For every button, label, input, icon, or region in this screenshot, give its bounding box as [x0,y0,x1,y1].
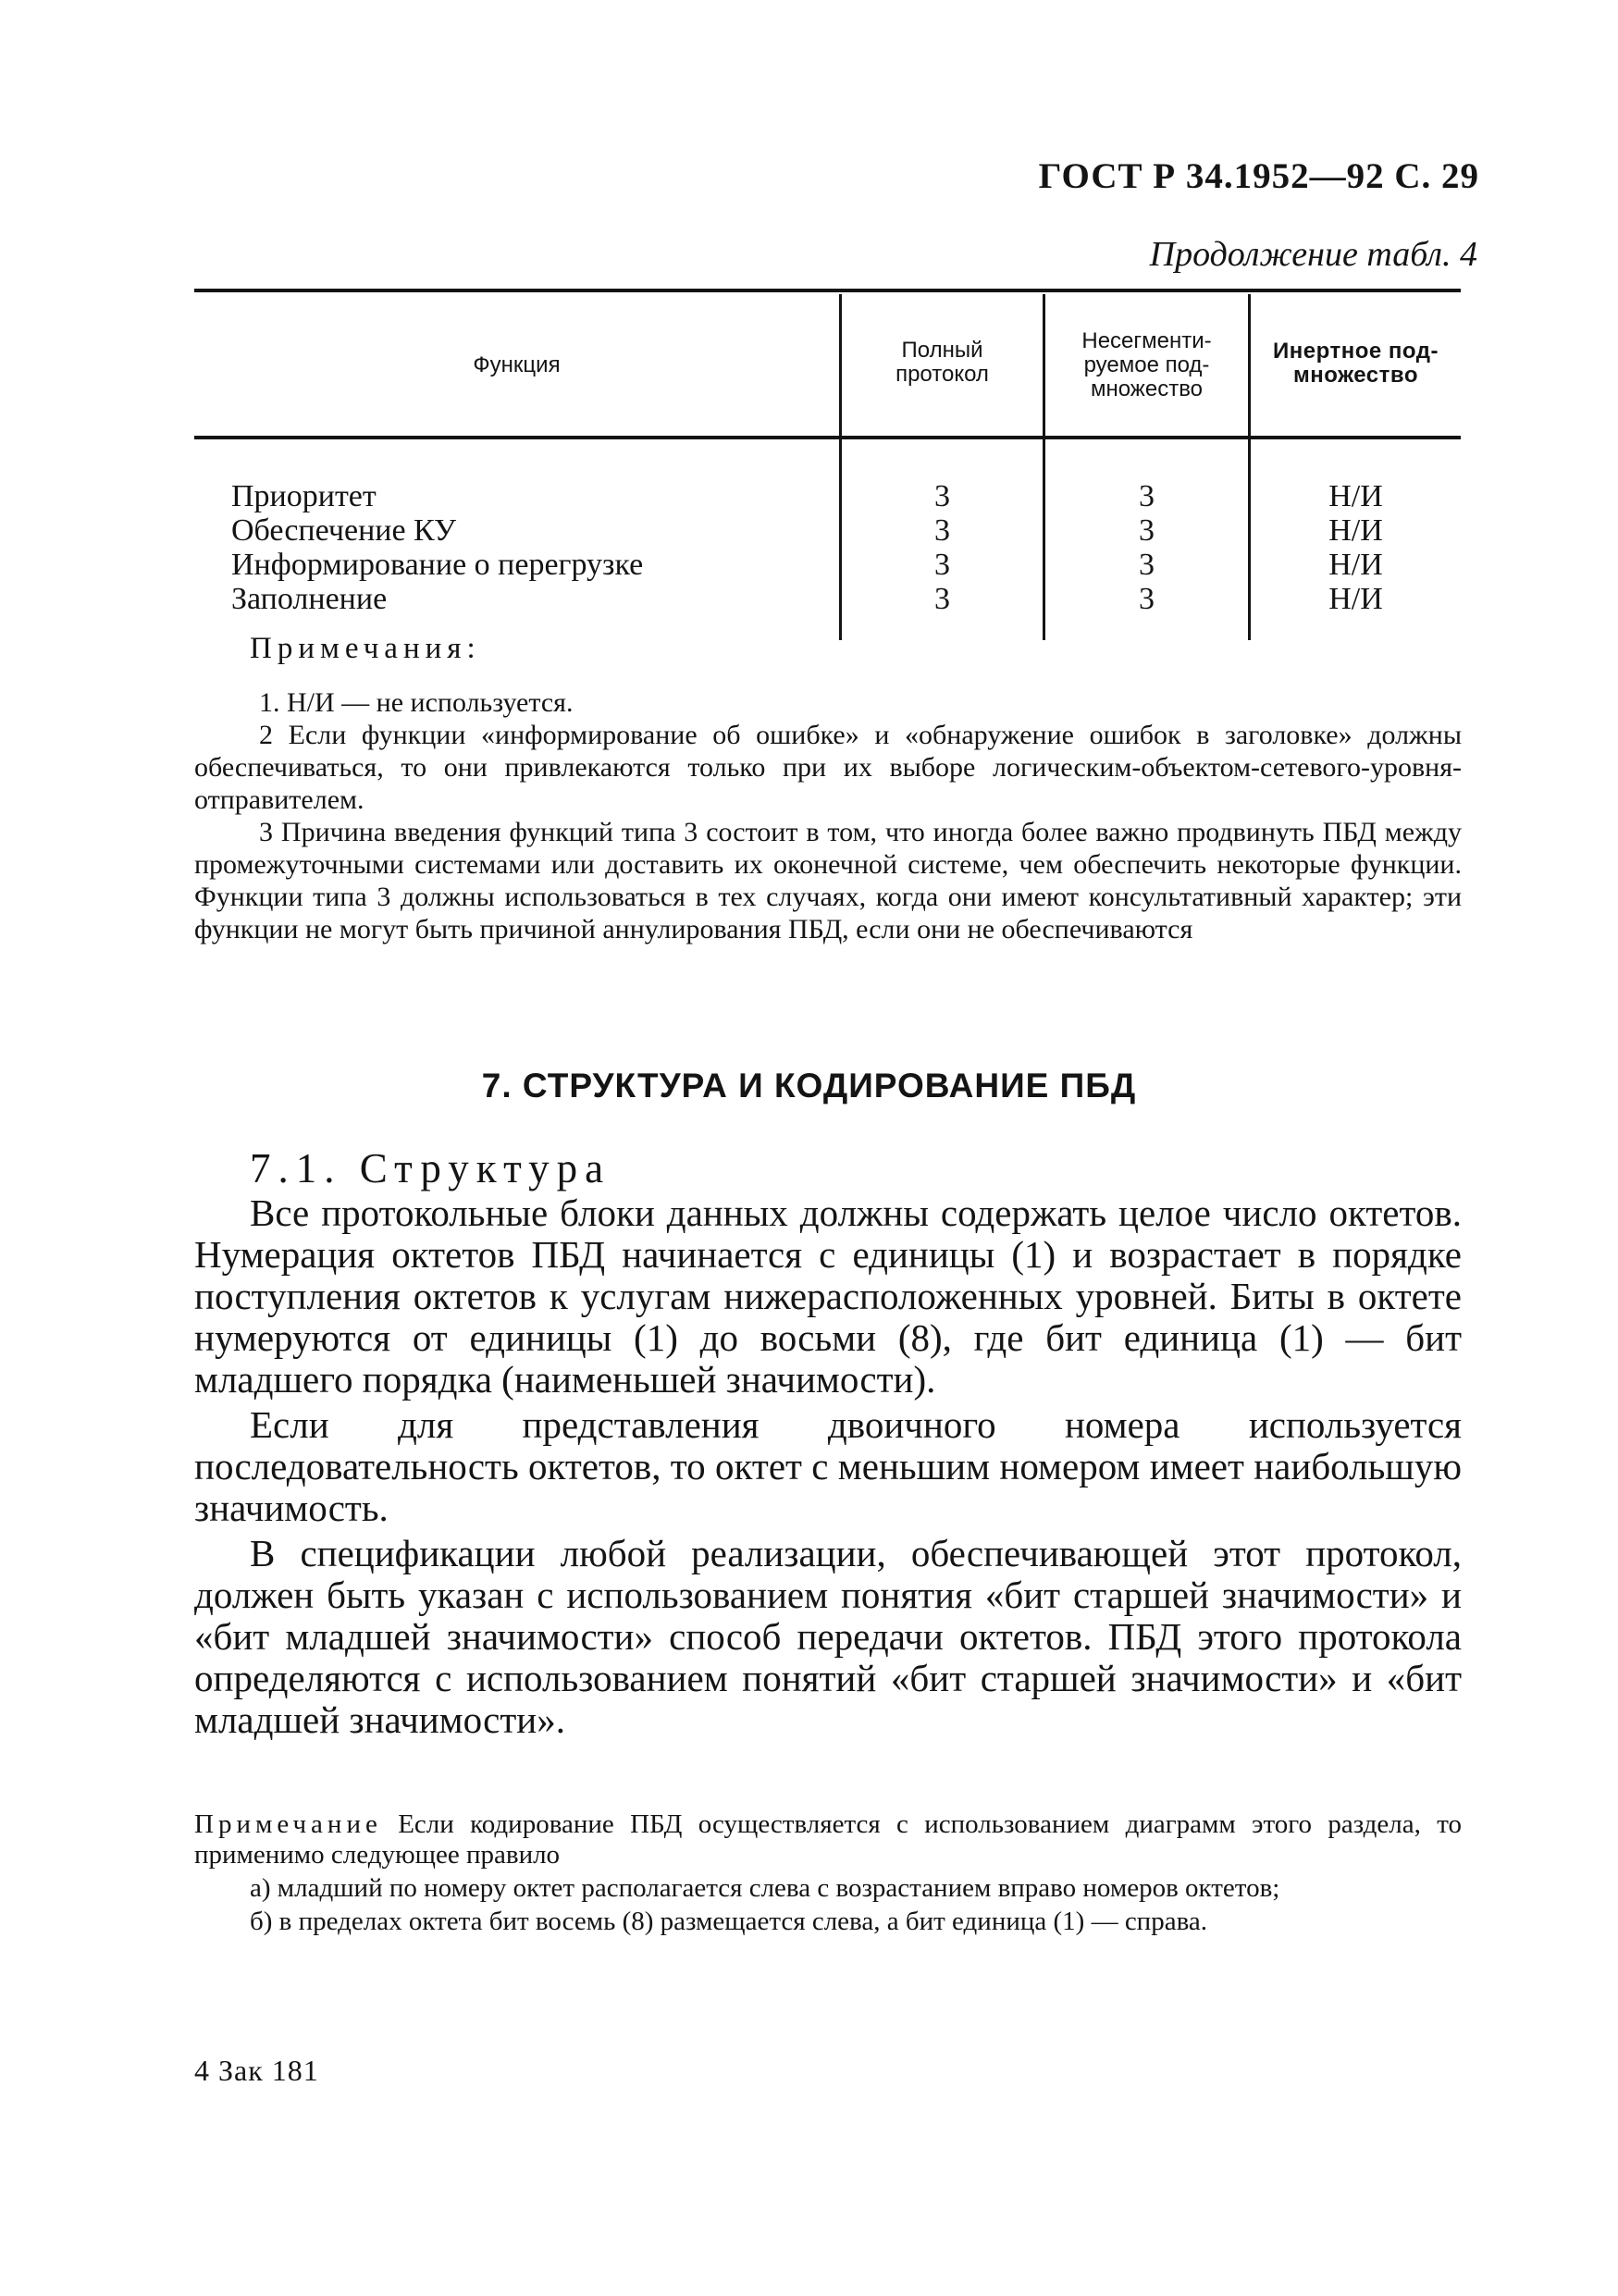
table-cell-nonseg: 3 [1139,582,1155,616]
column-header-nonsegmented-subset [1045,329,1248,401]
table-column-inactive [1251,479,1461,616]
table-cell-full: 3 [934,479,950,513]
table-row-function: Информирование о перегрузке [231,548,644,582]
notes-block [194,686,1462,945]
column-header-inactive-line2: множество [1292,363,1419,388]
column-header-inactive-subset [1251,339,1461,388]
coding-note-item-a: а) младший по номеру октет располагается слева с возрастанием вправо номеров октетов; [250,1873,1280,1903]
order-number: 4 Зак 181 [194,2054,319,2087]
column-header-nonsegmented-line3: множество [1090,376,1204,401]
table-cell-inactive: Н/И [1328,513,1383,548]
table-row-function: Обеспечение КУ [231,513,457,548]
table-column-nonsegmented [1045,479,1248,616]
paragraph: В спецификации любой реализации, обеспечивающей этот протокол, должен быть указан с использованием понятия «бит старшей значимости» и «бит младшей значимости» способ передачи октетов. ПБД этого протокола определяются с использованием понятий «бит старшей значимости» и «бит младшей значимости». [194,1532,1462,1741]
coding-note-label: Примечание [194,1809,382,1839]
section-body [194,1192,1462,1745]
standard-reference: ГОСТ Р 34.1952—92 С. 29 [1038,156,1479,196]
table-cell-inactive: Н/И [1328,479,1383,513]
coding-note-intro [194,1809,1462,1870]
table-cell-inactive: Н/И [1328,548,1383,582]
column-header-full-protocol-line1: Полный [901,338,983,363]
coding-note-item-b: б) в пределах октета бит восемь (8) размещается слева, а бит единица (1) — справа. [250,1907,1208,1936]
table-row-function: Приоритет [231,479,377,513]
table-column-functions [231,479,643,616]
table-cell-inactive: Н/И [1328,582,1383,616]
table-cell-nonseg: 3 [1139,548,1155,582]
table-cell-full: 3 [934,582,950,616]
column-header-full-protocol [842,339,1043,387]
paragraph: Если для представления двоичного номера используется последовательность октетов, то октет с меньшим номером имеет наибольшую значимость. [194,1403,1462,1529]
notes-title: Примечания: [250,632,481,665]
table-header-rule [194,436,1461,439]
column-header-nonsegmented-line2: руемое под- [1083,352,1210,377]
section-title: 7. СТРУКТУРА И КОДИРОВАНИЕ ПБД [481,1067,1137,1105]
note-2: 2 Если функции «информирование об ошибке» и «обнаружение ошибок в заголовке» должны обеспечиваться, то они привлекаются только при их выборе логическим-объектом-сетевого-уровня-отправителем. [194,720,1462,815]
note-1: 1. Н/И — не используется. [259,687,574,718]
column-header-function: Функция [473,352,561,377]
column-header-nonsegmented-line1: Несегменти- [1081,328,1212,353]
table-cell-nonseg: 3 [1139,479,1155,513]
coding-note-text: Если кодирование ПБД осуществляется с использованием диаграмм этого раздела, то применимо следующее правило [194,1809,1462,1870]
note-3: 3 Причина введения функций типа 3 состоит в том, что иногда более важно продвинуть ПБД между промежуточными системами или доставить их оконечной системе, чем обеспечить некоторые функции. Функции типа 3 должны использоваться в тех случаях, когда они имеют консультативный характер; эти функции не могут быть причиной аннулирования ПБД, если они не обеспечиваются [194,817,1462,944]
table-continuation-label: Продолжение табл. 4 [1149,235,1477,274]
column-header-full-protocol-line2: протокол [895,362,989,387]
coding-note [194,1809,1462,1940]
table-row-function: Заполнение [231,582,388,616]
table-cell-full: 3 [934,548,950,582]
table-top-rule [194,289,1461,292]
subsection-title: 7.1. Структура [250,1145,611,1191]
table-cell-full: 3 [934,513,950,548]
table-column-full-protocol [842,479,1043,616]
column-header-inactive-line1: Инертное под- [1273,339,1439,364]
paragraph: Все протокольные блоки данных должны содержать целое число октетов. Нумерация октетов ПБД начинается с единицы (1) и возрастает в порядке поступления октетов к услугам нижерасположенных уровней. Биты в октете нумеруются от единицы (1) до восьми (8), где бит единица (1) — бит младшего порядка (наименьшей значимости). [194,1191,1462,1401]
table-cell-nonseg: 3 [1139,513,1155,548]
